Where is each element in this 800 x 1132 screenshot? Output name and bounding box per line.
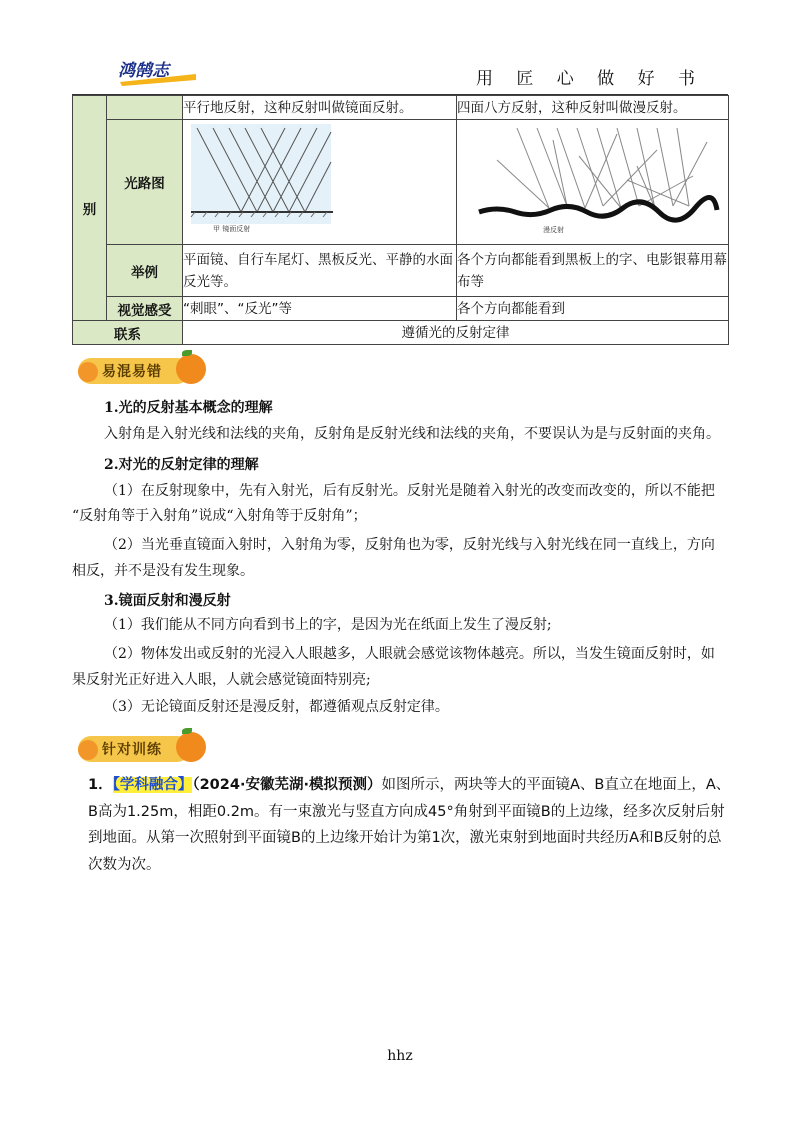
practice-question — [88, 772, 736, 878]
diagram-label: 光路图 — [107, 120, 183, 245]
badge-label: 易混易错 — [102, 364, 162, 380]
specular-visual: “刺眼”、“反光”等 — [183, 297, 457, 321]
orange-icon — [78, 362, 98, 382]
section-badge-mistakes — [78, 352, 208, 388]
section-heading: 2.对光的反射定律的理解 — [104, 457, 259, 473]
leaf-icon — [182, 728, 192, 734]
reflection-comparison-table — [72, 95, 729, 345]
diffuse-diagram-cell — [457, 120, 729, 245]
paragraph: “反射角等于入射角”说成“入射角等于反射角”； — [72, 508, 367, 524]
badge-label: 针对训练 — [102, 742, 162, 758]
question-number: 1． — [88, 777, 113, 793]
header-slogan: 用 匠 心 做 好 书 — [475, 69, 704, 89]
question-tag: 【学科融合】 — [112, 777, 193, 793]
paragraph: （2）物体发出或反射的光浸入人眼越多，人眼就会感觉该物体越亮。所以，当发生镜面反射时，如 — [104, 646, 715, 662]
question-source: （2024·安徽芜湖·模拟预测） — [192, 777, 382, 793]
diffuse-reflection-diagram — [457, 120, 729, 240]
orange-icon — [176, 354, 206, 384]
example-label: 举例 — [107, 245, 183, 297]
paragraph: （1）我们能从不同方向看到书上的字，是因为光在纸面上发生了漫反射; — [104, 617, 552, 633]
relation-value: 遵循光的反射定律 — [183, 321, 729, 345]
diffuse-diagram-caption: 漫反射 — [543, 226, 564, 234]
page-footer: hhz — [387, 1048, 413, 1064]
section-heading: 3.镜面反射和漫反射 — [104, 593, 231, 609]
section-heading: 1.光的反射基本概念的理解 — [104, 400, 273, 416]
orange-icon — [78, 740, 98, 760]
diffuse-example: 各个方向都能看到黑板上的字、电影银幕用幕布等 — [457, 245, 729, 297]
paragraph: 相反，并不是没有发生现象。 — [72, 563, 254, 579]
table-empty-cell — [107, 96, 183, 120]
specular-reflection-diagram — [183, 120, 457, 240]
leaf-icon — [182, 350, 192, 356]
specular-example: 平面镜、自行车尾灯、黑板反光、平静的水面反光等。 — [183, 245, 457, 297]
specular-diagram-caption: 甲 镜面反射 — [213, 225, 251, 233]
paragraph: （2）当光垂直镜面入射时，入射角为零，反射角也为零，反射光线与入射光线在同一直线上，方向 — [104, 537, 715, 553]
orange-icon — [176, 732, 206, 762]
paragraph: （1）在反射现象中，先有入射光，后有反射光。反射光是随着入射光的改变而改变的，所以不能把 — [104, 483, 715, 499]
specular-diagram-cell — [183, 120, 457, 245]
svg-text:鸿鹄志: 鸿鹄志 — [118, 61, 169, 81]
diffuse-description: 四面八方反射，这种反射叫做漫反射。 — [457, 96, 729, 120]
paragraph: （3）无论镜面反射还是漫反射，都遵循观点反射定律。 — [104, 699, 449, 715]
visual-label: 视觉感受 — [107, 297, 183, 321]
question-text: 如图所示，两块等大的平面镜A、B直立在地面上，A、B高为1.25m，相距0.2m。有一束激光与竖直方向成45°角射到平面镜B的上边缘，经多次反射后射到地面。从第一次照射到平面镜B的上边缘开始计为第1次，激光束射到地面时共经历A和B反射的总次数为 — [88, 777, 731, 873]
paragraph: 果反射光正好进入人眼，人就会感觉镜面特别亮; — [72, 672, 371, 688]
paragraph: 入射角是入射光线和法线的夹角，反射角是反射光线和法线的夹角，不要误认为是与反射面的夹角。 — [104, 426, 720, 442]
question-tail: 次。 — [131, 856, 161, 873]
diffuse-visual: 各个方向都能看到 — [457, 297, 729, 321]
specular-description: 平行地反射，这种反射叫做镜面反射。 — [183, 96, 457, 120]
publisher-logo — [116, 56, 200, 88]
table-side-label: 别 — [73, 96, 107, 321]
section-badge-practice — [78, 730, 208, 766]
relation-label: 联系 — [73, 321, 183, 345]
